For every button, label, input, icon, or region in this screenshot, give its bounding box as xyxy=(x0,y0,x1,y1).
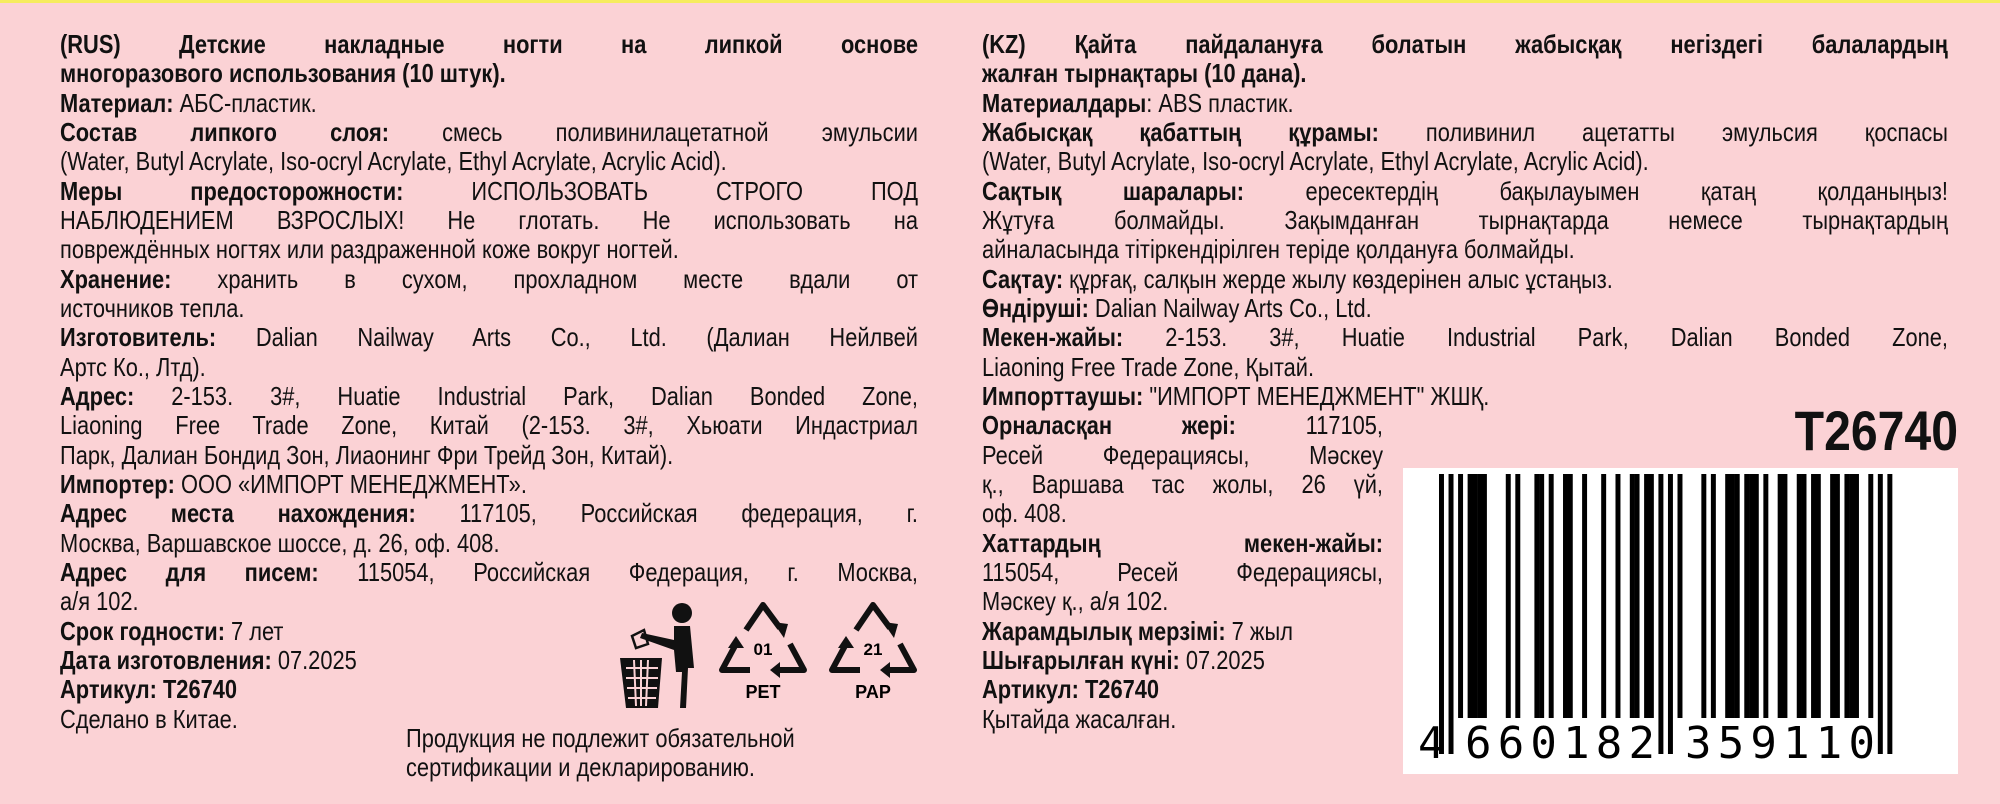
text-line xyxy=(60,30,918,59)
text-line xyxy=(60,411,918,440)
barcode-bar xyxy=(1830,474,1835,718)
barcode-bar xyxy=(1458,474,1463,718)
barcode-bar xyxy=(1539,474,1544,718)
field-value: ересектердің бақылауымен қатаң қолданыңыз! xyxy=(1244,175,1949,206)
field-value: айналасында тітіркендірілген теріде қолдануға болмайды. xyxy=(982,234,1575,265)
barcode-bar xyxy=(1549,474,1554,718)
barcode-bar xyxy=(1701,474,1706,718)
barcode-right-digits: 359110 xyxy=(1685,718,1875,769)
field-label: (KZ) Қайта пайдалануға болатын жабысқақ негіздегі балалардың xyxy=(982,29,1948,59)
field-value: (Water, Butyl Acrylate, Iso-ocryl Acrylate, Ethyl Acrylate, Acrylic Acid). xyxy=(60,146,727,177)
field-label: Изготовитель: xyxy=(60,322,217,353)
barcode-bar xyxy=(1644,474,1649,718)
barcode-bar xyxy=(1844,474,1849,718)
text-line xyxy=(982,177,1948,206)
barcode-bar xyxy=(1749,474,1754,718)
field-label: Орналасқан жері: xyxy=(982,410,1236,441)
barcode-bar xyxy=(1668,474,1673,754)
text-line xyxy=(60,558,918,587)
field-value: 115054, Российская Федерация, г. Москва, xyxy=(318,556,918,587)
field-value: : ABS пластик. xyxy=(1146,87,1294,118)
field-value: 7 лет xyxy=(224,615,284,646)
field-label: Дата изготовления: xyxy=(60,644,272,675)
text-line xyxy=(982,30,1948,59)
field-label: жалған тырнақтары (10 дана). xyxy=(982,58,1307,89)
svg-text:01: 01 xyxy=(753,640,773,659)
field-label: Состав липкого слоя: xyxy=(60,116,389,147)
field-value: Артс Ко., Лтд). xyxy=(60,351,206,382)
barcode-bar xyxy=(1778,474,1783,718)
barcode-bar xyxy=(1649,474,1654,718)
field-value: Қытайда жасалған. xyxy=(982,703,1177,734)
barcode-graphic xyxy=(1403,468,1958,774)
disposal-icons xyxy=(618,600,928,712)
text-line xyxy=(982,617,1383,646)
field-label: Материалдары xyxy=(982,87,1147,118)
text-line xyxy=(982,323,1948,352)
barcode-bar xyxy=(1887,474,1892,754)
field-value: а/я 102. xyxy=(60,586,139,617)
barcode-bar xyxy=(1568,474,1573,718)
barcode-bar xyxy=(1744,474,1749,718)
barcode-bar xyxy=(1515,474,1520,718)
text-line xyxy=(982,118,1948,147)
text-line xyxy=(982,675,1383,704)
barcode-bar xyxy=(1730,474,1735,718)
field-label: Артикул: T26740 xyxy=(982,674,1160,705)
field-label: Адрес: xyxy=(60,380,135,411)
field-value: Liaoning Free Trade Zone, Китай (2-153. 3#, Хьюати Индастриал xyxy=(60,410,918,441)
field-label: Сақтық шаралары: xyxy=(982,175,1245,206)
barcode-bar xyxy=(1630,474,1635,718)
field-label: Хранение: xyxy=(60,263,172,294)
field-value: қ., Варшава тас жолы, 26 үй, xyxy=(982,468,1383,499)
svg-text:21: 21 xyxy=(863,640,883,659)
field-value: АБС-пластик. xyxy=(173,87,317,118)
field-label: Срок годности: xyxy=(60,615,225,646)
barcode-bar xyxy=(1472,474,1477,718)
text-line xyxy=(60,294,918,323)
text-line xyxy=(982,529,1383,558)
barcode xyxy=(1403,468,1958,774)
certification-note xyxy=(406,724,936,783)
field-value: Dalian Nailway Arts Co., Ltd. xyxy=(1088,292,1372,323)
field-value: Сделано в Китае. xyxy=(60,703,238,734)
barcode-bar xyxy=(1534,474,1539,718)
text-line xyxy=(982,147,1948,176)
svg-text:PAP: PAP xyxy=(855,682,891,702)
barcode-bar xyxy=(1477,474,1482,718)
barcode-bar xyxy=(1506,474,1511,718)
field-label: Сақтау: xyxy=(982,263,1064,294)
barcode-bar xyxy=(1678,474,1683,718)
text-line xyxy=(982,265,1948,294)
text-line xyxy=(60,177,918,206)
barcode-left-digits: 660182 xyxy=(1465,718,1655,769)
field-label: Артикул: T26740 xyxy=(60,674,238,705)
field-value: 117105, Российская федерация, г. xyxy=(415,498,918,529)
article-number-large: T26740 xyxy=(1794,399,1958,462)
field-value: источников тепла. xyxy=(60,292,245,323)
field-value: "ИМПОРТ МЕНЕДЖМЕНТ" ЖШҚ. xyxy=(1143,380,1490,411)
barcode-bar xyxy=(1449,474,1454,754)
text-line xyxy=(60,441,918,470)
recycle-pap-icon xyxy=(832,605,914,702)
field-label: Импорттаушы: xyxy=(982,380,1144,411)
text-line xyxy=(982,235,1948,264)
field-value: ИСПОЛЬЗОВАТЬ СТРОГО ПОД xyxy=(403,175,918,206)
field-value: Жұтуға болмайды. Зақымданған тырнақтарда немесе тырнақтардың xyxy=(982,204,1948,235)
text-line xyxy=(60,382,918,411)
barcode-bar xyxy=(1468,474,1473,718)
recycle-pet-icon xyxy=(722,605,804,702)
field-label: Мекен-жайы: xyxy=(982,322,1124,353)
text-line xyxy=(982,587,1383,616)
text-line xyxy=(60,470,918,499)
text-line xyxy=(60,206,918,235)
field-value: (Water, Butyl Acrylate, Iso-ocryl Acrylate, Ethyl Acrylate, Acrylic Acid). xyxy=(982,146,1649,177)
text-line xyxy=(60,59,918,88)
barcode-bar xyxy=(1816,474,1821,718)
kazakh-text-lower xyxy=(982,411,1383,734)
field-label: Импортер: xyxy=(60,468,175,499)
text-line xyxy=(982,441,1383,470)
text-line xyxy=(60,147,918,176)
field-label: Жарамдылық мерзімі: xyxy=(982,615,1226,646)
field-value: 2-153. 3#, Huatie Industrial Park, Dalian Bonded Zone, xyxy=(134,380,918,411)
barcode-bar xyxy=(1615,474,1620,718)
barcode-bar xyxy=(1582,474,1587,718)
text-line xyxy=(982,59,1948,88)
text-line xyxy=(982,470,1383,499)
barcode-bar xyxy=(1711,474,1716,718)
barcode-bar xyxy=(1658,474,1663,754)
barcode-bar xyxy=(1563,474,1568,718)
text-line xyxy=(60,265,918,294)
text-line xyxy=(982,705,1383,734)
barcode-bar xyxy=(1601,474,1606,718)
field-value: Liaoning Free Trade Zone, Қытай. xyxy=(982,351,1315,382)
field-value: 07.2025 xyxy=(1179,644,1265,675)
text-line xyxy=(982,411,1383,440)
field-value: 2-153. 3#, Huatie Industrial Park, Dalian Bonded Zone, xyxy=(1123,322,1948,353)
field-label: Меры предосторожности: xyxy=(60,175,404,206)
barcode-bar xyxy=(1835,474,1840,718)
barcode-bar xyxy=(1849,474,1854,718)
field-value: смесь поливинилацетатной эмульсии xyxy=(388,116,919,147)
note-line: сертификации и декларированию. xyxy=(406,752,755,783)
field-value: ООО «ИМПОРТ МЕНЕДЖМЕНТ». xyxy=(174,468,527,499)
barcode-first-digit: 4 xyxy=(1418,718,1445,769)
text-line xyxy=(982,646,1383,675)
field-value: құрғақ, салқын жерде жылу көздерінен алыс ұстаңыз. xyxy=(1063,263,1613,294)
barcode-bar xyxy=(1797,474,1802,718)
barcode-bar xyxy=(1868,474,1873,718)
text-line xyxy=(60,529,918,558)
field-label: Өндіруші: xyxy=(982,292,1089,323)
field-label: (RUS) Детские накладные ногти на липкой основе xyxy=(60,29,918,59)
barcode-bars xyxy=(1439,474,1892,754)
field-value: Dalian Nailway Arts Co., Ltd. (Далиан Нейлвей xyxy=(216,322,918,353)
note-line: Продукция не подлежит обязательной xyxy=(406,723,795,753)
barcode-bar xyxy=(1754,474,1759,718)
barcode-bar xyxy=(1811,474,1816,718)
barcode-bar xyxy=(1878,474,1883,754)
svg-text:PET: PET xyxy=(745,682,781,702)
field-label: Жабысқақ қабаттың құрамы: xyxy=(982,116,1379,147)
barcode-bar xyxy=(1782,474,1787,718)
barcode-bar xyxy=(1802,474,1807,718)
field-value: Ресей Федерациясы, Мәскеу xyxy=(982,439,1383,470)
field-value: 07.2025 xyxy=(271,644,357,675)
text-line xyxy=(60,353,918,382)
tidyman-trash-icon xyxy=(620,603,694,708)
barcode-bar xyxy=(1725,474,1730,718)
text-line xyxy=(60,89,918,118)
barcode-bar xyxy=(1854,474,1859,718)
field-value: поливинил ацетатты эмульсия қоспасы xyxy=(1378,116,1948,147)
field-label: Адрес для писем: xyxy=(60,556,319,587)
text-line xyxy=(982,294,1948,323)
barcode-bar xyxy=(1735,474,1740,718)
field-value: оф. 408. xyxy=(982,498,1067,529)
field-value: Парк, Далиан Бондид Зон, Лиаонинг Фри Трейд Зон, Китай). xyxy=(60,439,674,470)
text-line xyxy=(60,499,918,528)
field-value: повреждённых ногтях или раздраженной коже вокруг ногтей. xyxy=(60,234,679,265)
top-stripe xyxy=(0,0,2000,3)
text-line xyxy=(982,353,1948,382)
barcode-bar xyxy=(1763,474,1768,718)
kazakh-text-upper xyxy=(982,30,1948,411)
field-label: Материал: xyxy=(60,87,174,118)
text-line xyxy=(982,558,1383,587)
field-value: Москва, Варшавское шоссе, д. 26, оф. 408. xyxy=(60,527,500,558)
barcode-bar xyxy=(1635,474,1640,718)
barcode-bar xyxy=(1439,474,1444,754)
text-line xyxy=(982,89,1948,118)
field-value: 117105, xyxy=(1235,410,1384,441)
field-value: 7 жыл xyxy=(1225,615,1293,646)
field-value: Мәскеу қ., а/я 102. xyxy=(982,586,1169,617)
barcode-bar xyxy=(1482,474,1487,718)
field-label: Шығарылған күні: xyxy=(982,644,1180,675)
text-line xyxy=(982,499,1383,528)
text-line xyxy=(60,235,918,264)
text-line xyxy=(60,323,918,352)
text-line xyxy=(982,206,1948,235)
field-value: хранить в сухом, прохладном месте вдали от xyxy=(171,263,918,294)
field-value: 115054, Ресей Федерациясы, xyxy=(982,556,1383,587)
field-label: Адрес места нахождения: xyxy=(60,498,416,529)
field-value: НАБЛЮДЕНИЕМ ВЗРОСЛЫХ! Не глотать. Не использовать на xyxy=(60,204,918,235)
field-label: Хаттардың мекен-жайы: xyxy=(982,527,1383,558)
field-label: многоразового использования (10 штук). xyxy=(60,58,506,89)
text-line xyxy=(60,118,918,147)
